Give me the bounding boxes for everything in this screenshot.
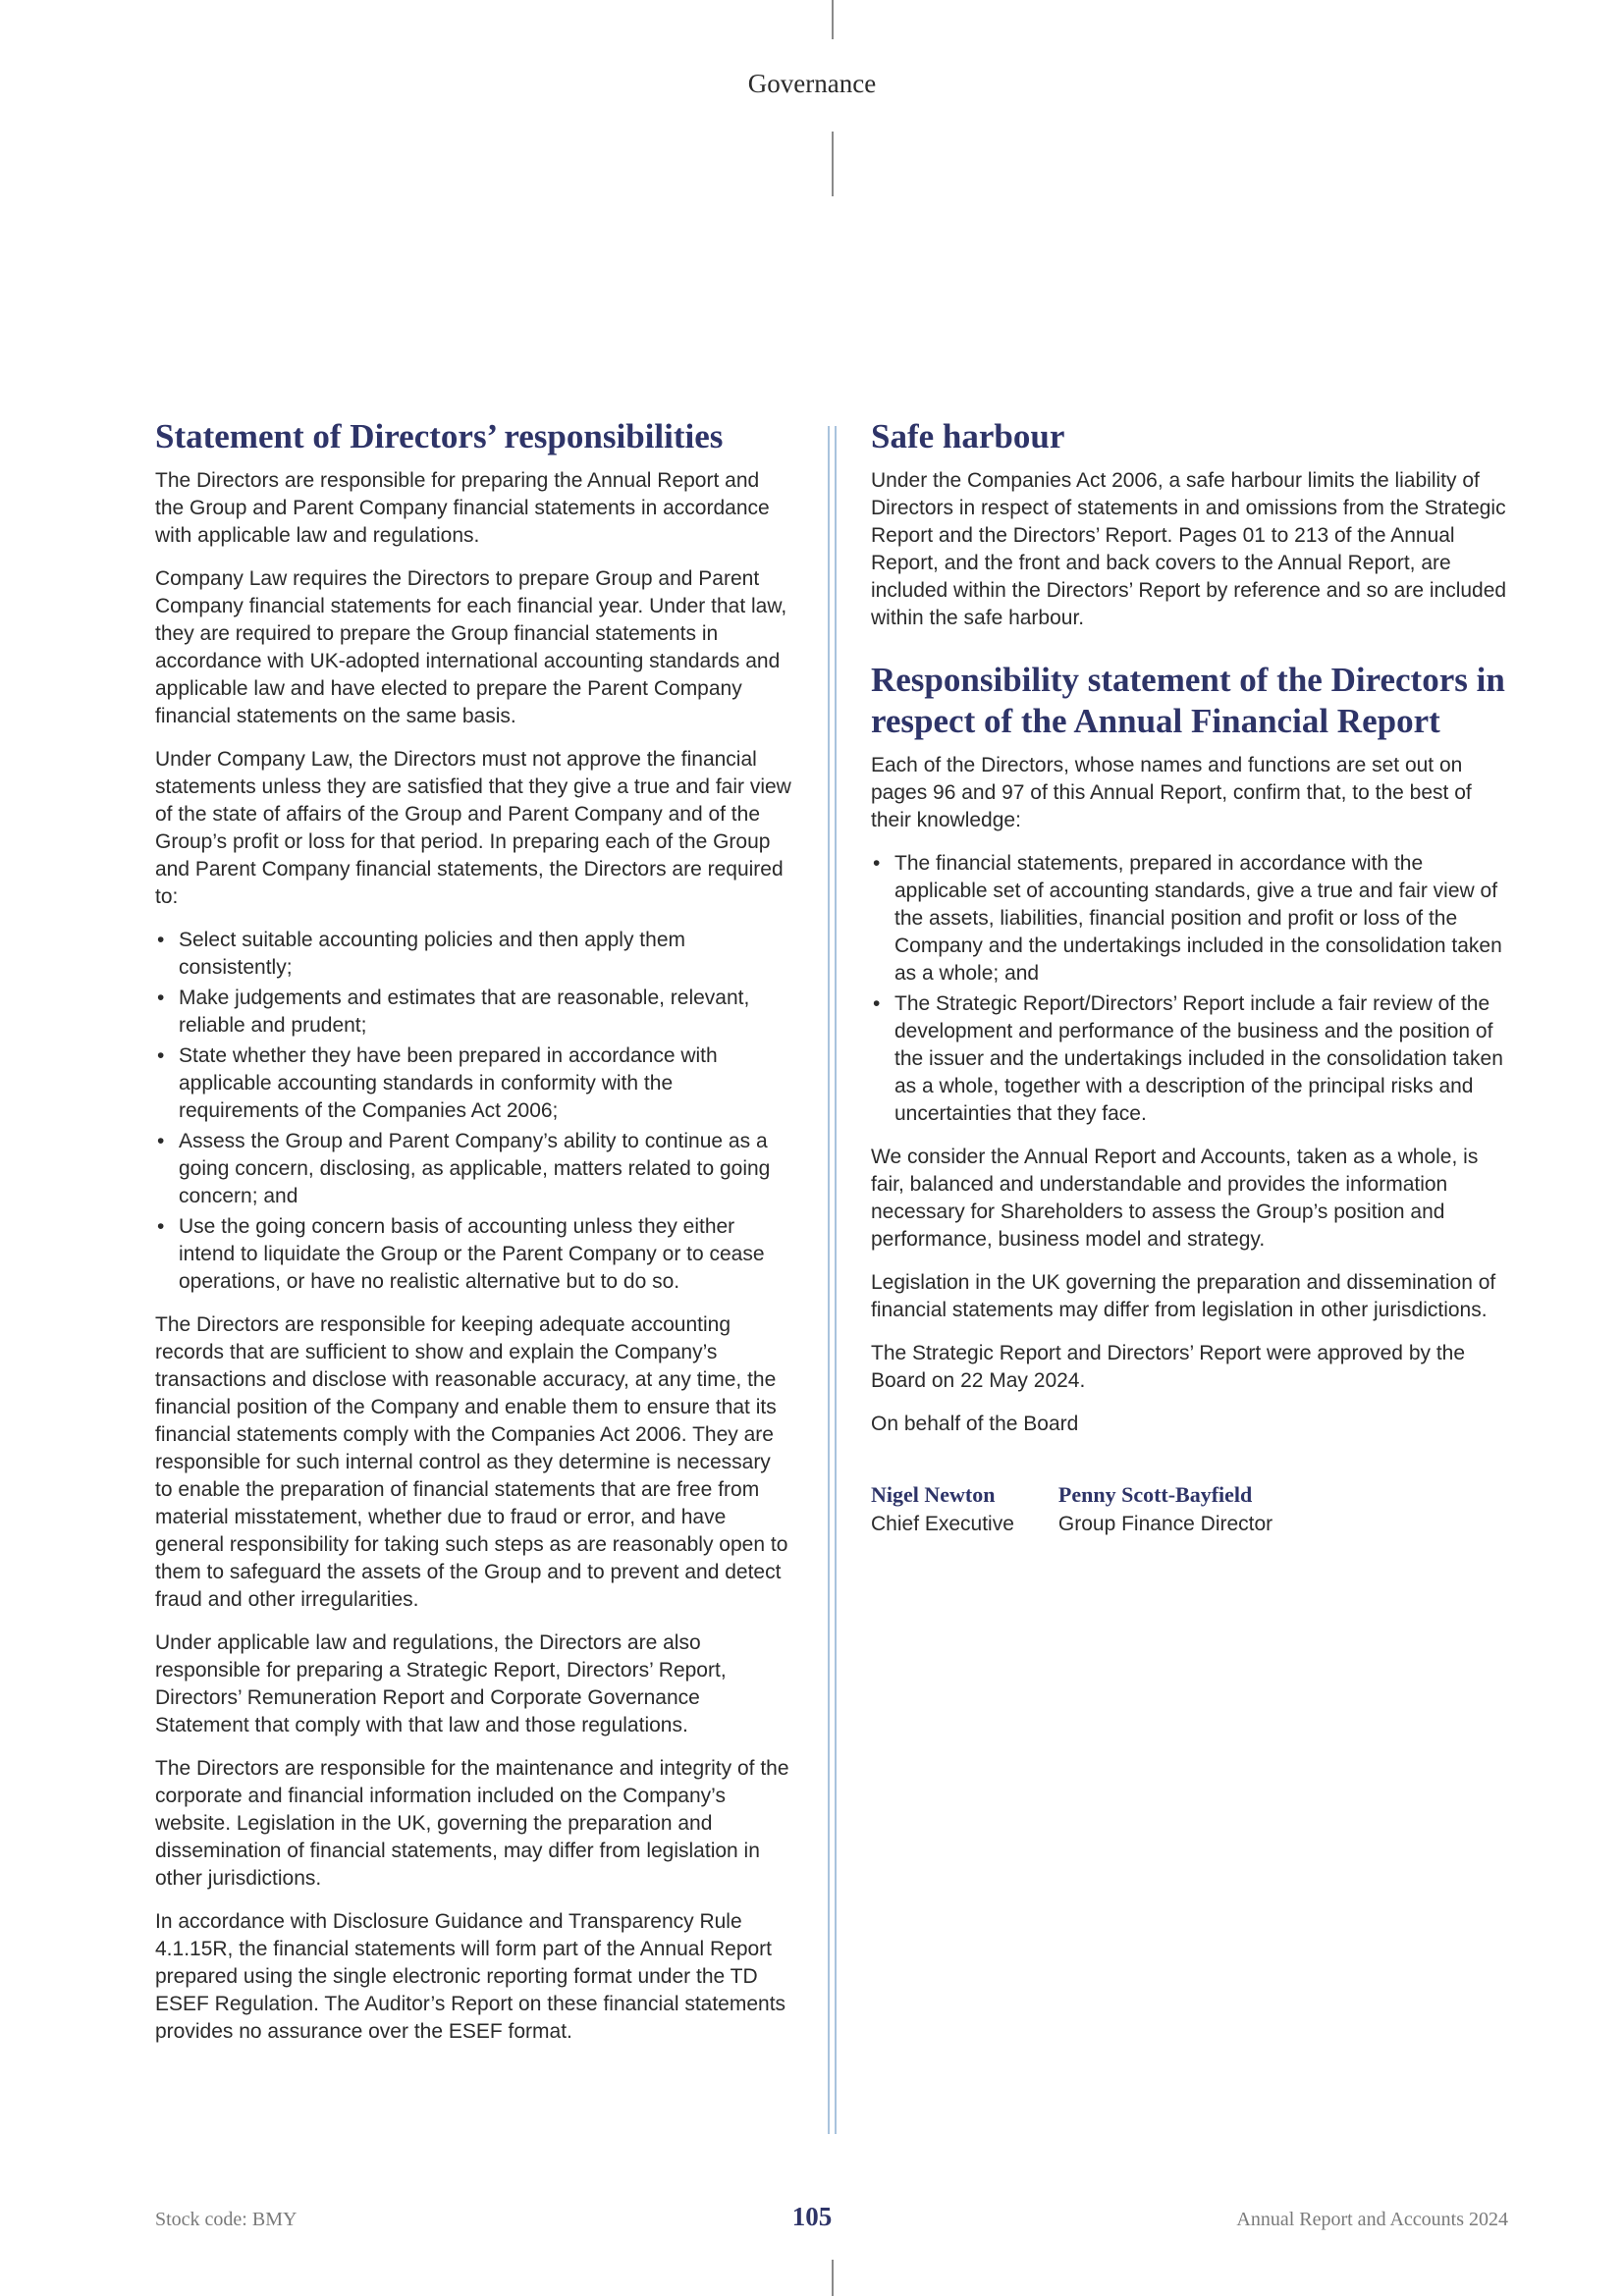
section-label: Governance — [747, 69, 877, 98]
stock-code: Stock code: BMY — [155, 2209, 298, 2230]
left-column — [155, 416, 793, 2061]
bottom-rule — [832, 2260, 834, 2296]
safe-harbour-text: Under the Companies Act 2006, a safe harbour limits the liability of Directors in respect of statements in and omissions from the Strategic Report and the Directors’ Report. Pages 01 to 213 of the Annual Report, and the front and back covers to the Annual Report, are included within the Directors’ Report by reference and so are included within the safe harbour. — [871, 469, 1507, 629]
signatory-name: Nigel Newton — [871, 1482, 996, 1507]
list-item: • The Strategic Report/Directors’ Report include a fair review of the development and performance of the business and the position of the issuer and the undertakings included in the consolidation taken as a whole, together with a description of the principal risks and uncertainties that they face. — [871, 990, 1514, 1128]
top-rule — [832, 0, 834, 39]
right-column — [871, 416, 1514, 1540]
responsibility-intro: Each of the Directors, whose names and functions are set out on pages 96 and 97 of this Annual Report, confirm that, to the best of their knowledge: — [871, 754, 1472, 831]
report-title: Annual Report and Accounts 2024 — [1236, 2209, 1508, 2230]
directors-requirements-list — [155, 927, 793, 1296]
page-number: 105 — [791, 2202, 833, 2231]
paragraph: We consider the Annual Report and Accounts, taken as a whole, is fair, balanced and understandable and provides the information necessary for Shareholders to assess the Group’s position and performance, business model and strategy. — [871, 1146, 1479, 1251]
paragraph: Company Law requires the Directors to prepare Group and Parent Company financial statements for each financial year. Under that law, they are required to prepare the Group financial statements in accordance with UK-adopted international accounting standards and applicable law and have elected to prepare the Parent Company financial statements on the same basis. — [155, 567, 787, 727]
list-item: • Use the going concern basis of accounting unless they either intend to liquidate the Group or the Parent Company or to cease operations, or have no realistic alternative but to do so. — [155, 1213, 793, 1296]
signatories — [871, 1481, 1514, 1540]
signatory-title: Group Finance Director — [1057, 1513, 1273, 1535]
paragraph: In accordance with Disclosure Guidance and Transparency Rule 4.1.15R, the financial statements will form part of the Annual Report prepared using the single electronic reporting format under the TD ESEF Regulation. The Auditor’s Report on these financial statements provides no assurance over the ESEF format. — [155, 1910, 786, 2043]
column-divider — [828, 426, 838, 2134]
responsibility-list — [871, 850, 1514, 1128]
paragraph: Legislation in the UK governing the preparation and dissemination of financial statements may differ from legislation in other jurisdictions. — [871, 1271, 1496, 1321]
list-item: • Assess the Group and Parent Company’s ability to continue as a going concern, disclosing, as applicable, matters related to going concern; and — [155, 1128, 793, 1210]
list-item: • Make judgements and estimates that are reasonable, relevant, reliable and prudent; — [155, 985, 793, 1040]
list-item: • The financial statements, prepared in accordance with the applicable set of accounting standards, give a true and fair view of the assets, liabilities, financial position and profit or loss of the Company and the undertakings included in the consolidation taken as a whole; and — [871, 850, 1514, 988]
signatory — [871, 1481, 1014, 1540]
paragraph: Under Company Law, the Directors must not approve the financial statements unless they are satisfied that they give a true and fair view of the state of affairs of the Group and Parent Company and of the Group’s profit or loss for that period. In preparing each of the Group and Parent Company financial statements, the Directors are required to: — [155, 748, 791, 908]
paragraph: The Directors are responsible for the maintenance and integrity of the corporate and financial information included on the Company’s website. Legislation in the UK, governing the preparation and dissemination of financial statements, may differ from legislation in other jurisdictions. — [155, 1757, 789, 1890]
signatory — [1058, 1481, 1272, 1540]
paragraph: The Strategic Report and Directors’ Report were approved by the Board on 22 May 2024. — [871, 1342, 1466, 1392]
directors-responsibilities-heading: Statement of Directors’ responsibilities — [155, 417, 724, 455]
responsibility-statement-heading: Responsibility statement of the Directors in respect of the Annual Financial Report — [871, 661, 1505, 740]
list-item: • State whether they have been prepared in accordance with applicable accounting standards in conformity with the requirements of the Companies Act 2006; — [155, 1042, 793, 1125]
signatory-title: Chief Executive — [871, 1513, 1014, 1535]
safe-harbour-heading: Safe harbour — [871, 417, 1065, 455]
paragraph: On behalf of the Board — [871, 1413, 1079, 1435]
paragraph: The Directors are responsible for keeping adequate accounting records that are sufficient to show and explain the Company’s transactions and disclose with reasonable accuracy, at any time, the financial position of the Company and enable them to ensure that its financial statements comply with the Companies Act 2006. They are responsible for such internal control as they determine is necessary to enable the preparation of financial statements that are free from material misstatement, whether due to fraud or error, and have general responsibility for taking such steps as are reasonably open to them to safeguard the assets of the Group and to prevent and detect fraud and other irregularities. — [155, 1313, 788, 1611]
paragraph: Under applicable law and regulations, the Directors are also responsible for preparing a Strategic Report, Directors’ Report, Directors’ Remuneration Report and Corporate Governance Statement that comply with that law and those regulations. — [155, 1631, 727, 1736]
signatory-name: Penny Scott-Bayfield — [1057, 1482, 1253, 1507]
list-item: • Select suitable accounting policies and then apply them consistently; — [155, 927, 793, 982]
paragraph: The Directors are responsible for preparing the Annual Report and the Group and Parent Company financial statements in accordance with applicable law and regulations. — [155, 469, 770, 547]
header-rule — [832, 132, 834, 196]
